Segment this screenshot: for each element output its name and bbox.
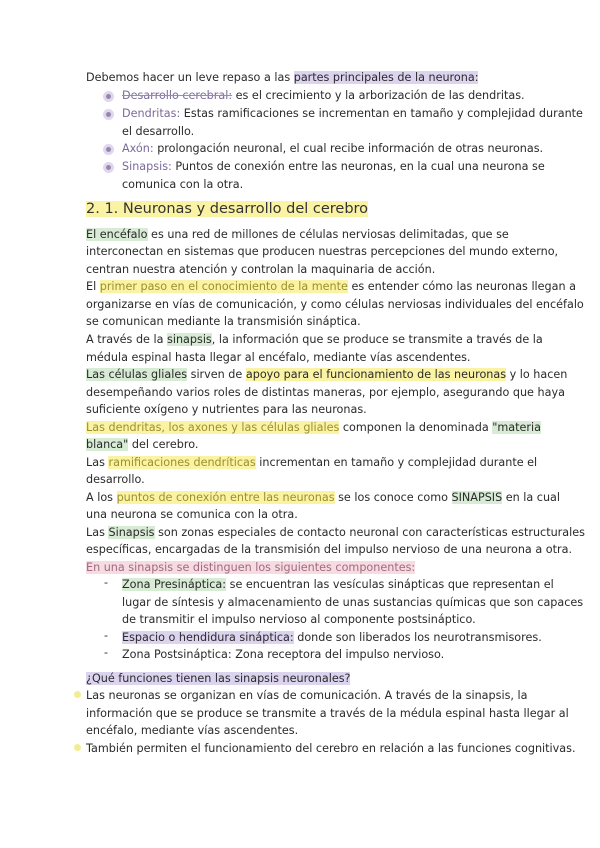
answer-line: información que se produce se transmite a través de la médula espinal hasta llegar al: [86, 707, 569, 720]
list-item: Desarrollo cerebral: es el crecimiento y la arborización de las dendritas.: [122, 89, 525, 102]
list-item-continuation: de transmitir el impulso nervioso al componente postsináptico.: [122, 613, 476, 626]
list-item: Axón: prolongación neuronal, el cual recibe información de otras neuronas.: [122, 142, 544, 155]
dash-icon: -: [104, 646, 109, 659]
paragraph-line: organizarse en vías de comunicación, y como células nerviosas individuales del encéfalo: [86, 298, 584, 311]
paragraph-line: desempeñando varios roles de distintas maneras, por ejemplo, asegurando que haya: [86, 386, 565, 399]
bullet-icon: [106, 147, 111, 152]
intro-line: Debemos hacer un leve repaso a las partes principales de la neurona:: [86, 71, 479, 84]
answer-line: encéfalo, mediante vías ascendentes.: [86, 724, 299, 737]
paragraph-line: una neurona se comunica con la otra.: [86, 508, 298, 521]
paragraph-line: Las dendritas, los axones y las células gliales componen la denominada "materia: [86, 421, 541, 434]
answer-line: Las neuronas se organizan en vías de comunicación. A través de la sinapsis, la: [86, 689, 528, 702]
list-item: Espacio o hendidura sináptica: donde son liberados los neurotransmisores.: [122, 631, 542, 644]
list-item: Dendritas: Estas ramificaciones se incrementan en tamaño y complejidad durante: [122, 107, 583, 120]
list-item: Zona Presináptica: se encuentran las vesículas sinápticas que representan el: [122, 578, 554, 591]
dash-icon: -: [104, 576, 109, 589]
paragraph-line: suficiente oxígeno y nutrientes para las neuronas.: [86, 403, 367, 416]
list-item: Zona Postsináptica: Zona receptora del impulso nervioso.: [122, 648, 445, 661]
paragraph-line: específicas, encargadas de la transmisión del impulso nervioso de una neurona a otra.: [86, 543, 573, 556]
paragraph-line: En una sinapsis se distinguen los siguientes componentes:: [86, 561, 416, 574]
paragraph-line: A través de la sinapsis, la información que se produce se transmite a través de la: [86, 333, 543, 346]
paragraph-line: El encéfalo es una red de millones de células nerviosas delimitadas, que se: [86, 228, 509, 241]
paragraph-line: Las ramificaciones dendríticas incrementan en tamaño y complejidad durante el: [86, 456, 538, 469]
list-item: Sinapsis: Puntos de conexión entre las neuronas, en la cual una neurona se: [122, 160, 545, 173]
question-heading: ¿Qué funciones tienen las sinapsis neuronales?: [86, 672, 351, 685]
bullet-icon: [106, 112, 111, 117]
intro-highlight: partes principales de la neurona:: [293, 71, 479, 84]
paragraph-line: blanca" del cerebro.: [86, 438, 199, 451]
section-title: 2. 1. Neuronas y desarrollo del cerebro: [86, 201, 369, 217]
list-item-continuation: comunica con la otra.: [122, 178, 244, 191]
paragraph-line: desarrollo.: [86, 473, 145, 486]
paragraph-line: se comunican mediante la transmisión sináptica.: [86, 315, 361, 328]
bullet-icon: [106, 94, 111, 99]
paragraph-line: centran nuestra atención y controlan la maquinaria de acción.: [86, 263, 436, 276]
list-item-continuation: el desarrollo.: [122, 125, 195, 138]
paragraph-line: Las Sinapsis son zonas especiales de contacto neuronal con características estructurales: [86, 526, 585, 539]
list-item-continuation: lugar de síntesis y almacenamiento de unas sustancias químicas que son capaces: [122, 596, 584, 609]
paragraph-line: interconectan en sistemas que producen nuestras percepciones del mundo externo,: [86, 245, 559, 258]
bullet-icon: [106, 165, 111, 170]
answer-line: También permiten el funcionamiento del cerebro en relación a las funciones cognitivas.: [86, 742, 576, 755]
highlight-dot-icon: [74, 691, 81, 698]
paragraph-line: A los puntos de conexión entre las neuronas se los conoce como SINAPSIS en la cual: [86, 491, 561, 504]
highlight-dot-icon: [74, 744, 81, 751]
dash-icon: -: [104, 629, 109, 642]
paragraph-line: El primer paso en el conocimiento de la mente es entender cómo las neuronas llegan a: [86, 280, 576, 293]
paragraph-line: Las células gliales sirven de apoyo para el funcionamiento de las neuronas y lo hacen: [86, 368, 568, 381]
paragraph-line: médula espinal hasta llegar al encéfalo, mediante vías ascendentes.: [86, 351, 471, 364]
